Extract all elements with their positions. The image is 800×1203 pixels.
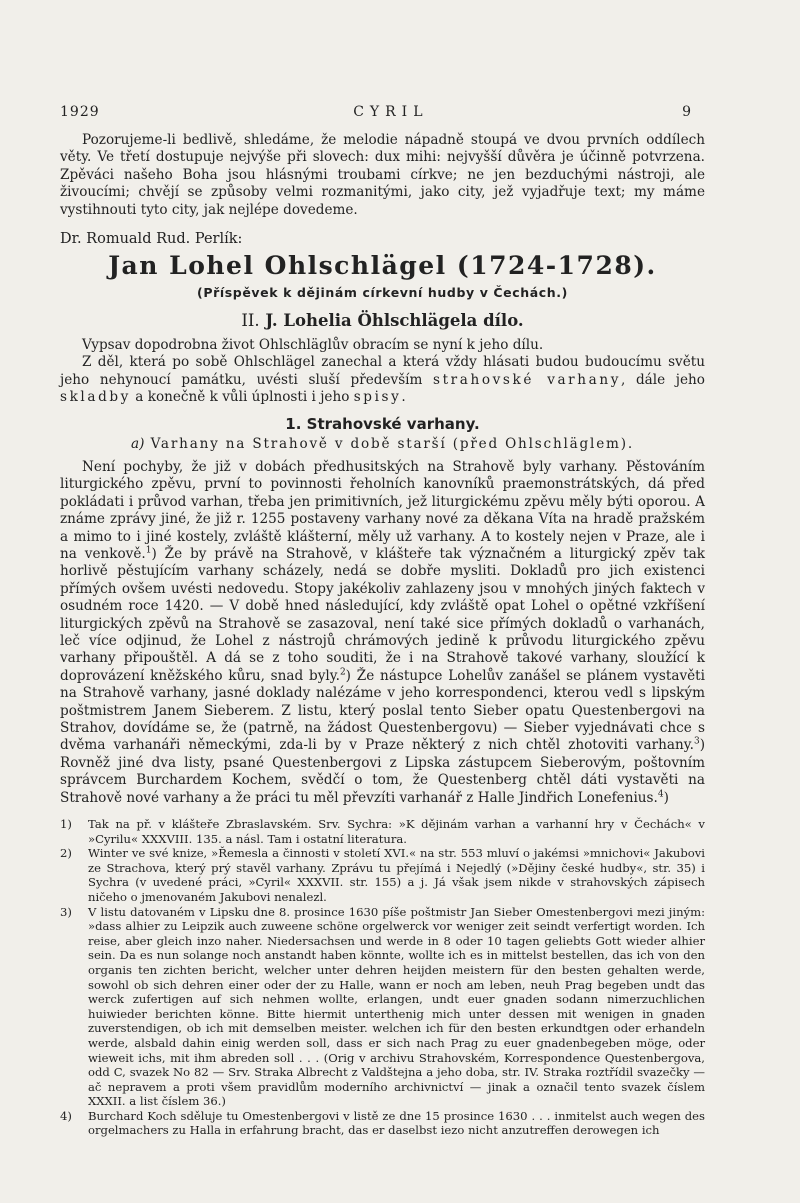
part-number: II.: [241, 310, 260, 330]
footnote: [60, 817, 705, 846]
footnote-ref[interactable]: 1: [145, 545, 152, 556]
text-run: a konečně k vůli úplnosti i jeho: [135, 389, 350, 406]
text-run: ): [699, 737, 705, 754]
footnote: [60, 846, 705, 904]
intro-paragraph: Pozorujeme-li bedlivě, shledáme, že melodie nápadně stoupá ve dvou prvních oddílech věty. Ve třetí dostupuje nejvýše při slovech: dux mihi: nejvyšší důvěra je účinně potvrzena. Zpěváci našeho Boha jsou hlásnými troubami církve; ne jen bezduchými nástroji, ale živoucími; chvějí se způsoby velmi rozmanitými, jako city, jež vyjadřuje text; my máme vystihnouti tyto city, jak nejlépe dovedeme.: [60, 132, 705, 218]
footnote: [60, 905, 705, 1109]
author-line: Dr. Romuald Rud. Perlík:: [60, 231, 243, 248]
footnote-number: 2): [60, 846, 72, 861]
text-run: ): [663, 789, 669, 806]
article-title: Jan Lohel Ohlschlägel (1724-1728).: [108, 251, 657, 281]
running-head: [60, 104, 692, 120]
emphasis-organs: strahovské varhany: [433, 371, 621, 388]
emphasis-writings: spisy: [353, 389, 402, 406]
text-run: Z děl, která po sobě Ohlschlägel zanechal a která vždy hlásati budou budoucímu světu jeho nehynoucí památku, uvésti sluší především: [60, 354, 705, 388]
paragraph-intro-work: [60, 337, 705, 354]
part-title: J. Lohelia Öhlschlägela dílo.: [265, 310, 524, 330]
article-subtitle: (Příspěvek k dějinám církevní hudby v Čechách.): [197, 285, 568, 301]
page-number: 9: [682, 104, 692, 120]
footnote-text: Winter ve své knize, »Řemesla a činnosti v století XVI.« na str. 553 mluví o jakémsi »mnichovi« Jakubovi ze Strachova, který prý stavěl varhany. Zprávu tu přejímá i Nejedlý (»Dějiny české hudby«, str. 35) i Sychra (v uvedené práci, »Cyril« XXXVII. str. 155) a j. Já však jsem nikde v strahovských zápisech ničeho o jmenovaném Jakubovi nenalezl.: [88, 846, 705, 904]
footnote-number: 1): [60, 817, 72, 831]
footnotes: [60, 817, 705, 1138]
article-body: [60, 132, 705, 1138]
footnote-text: Burchard Koch sděluje tu Omestenbergovi v listě ze dne 15 prosince 1630 . . . inmitelst auch wegen des orgelmachers zu Halla in erfahrung bracht, das er daselbst iezo nicht anzutreffen derowegen ich: [88, 1108, 705, 1138]
year: 1929: [60, 104, 100, 120]
footnote-ref[interactable]: 2: [339, 667, 346, 678]
paragraph-organs-history: [60, 459, 705, 807]
text-run: .: [401, 389, 406, 406]
footnote-text: V listu datovaném v Lipsku dne 8. prosince 1630 píše poštmistr Jan Sieber Omestenbergovi mezi jiným: »dass alhier zu Leipzik auch zuweene schöne orgelwerck vor weniger zeit seindt verfertigt worden. Ich reise, aber gleich inzo naher. Niedersachsen und werde in 8 oder 10 tagen geliebts Gott wieder alhier sein. Da es nun solange noch anstandt haben könnte, wollte ich es in mittelst bestellen, das ich von den organis ten zichten bericht, welcher unter dehren heijden meistern für den besten gehalten werde, sowohl ob sich dehren einer oder der zu Halle, wann er noch am leben, neuh Prag begeben undt das werck zufertigen auf sich nehmen wollte, erlangen, undt euer gnaden sodann nimerzuchlichen huiwieder berichten könne. Bitte hiermit unterthenig mich unter dessen mit wenigen in gnaden zuverstendigen, ob ich mit demselben meister. welchen ich für den besten erkundtgen oder erhandeln werde, alsbald dahin einig werden soll, dass er sich nach Prag zu euer gnadenbegeben möge, oder wieweit ichs, mit ihm abreden soll . . . (Orig v archivu Strahovském, Korrespondence Questenbergova, odd C, svazek No 82 — Srv. Straka Albrecht z Valdštejna a jeho doba, str. IV. Straka roztřídil svazečky — ač nepravem a proti všem pravidlům moderního archivnictví — jinak a označil tento svazek číslem XXXII. a list číslem 36.): [88, 904, 705, 1109]
section-heading: 1. Strahovské varhany.: [285, 415, 480, 434]
text-run: Že nástupce Lohelův zanášel se plánem vystavěti na Strahově varhany, jasné doklady nalézáme v jeho korrespondenci, kterou vedl s lipským poštmistrem Janem Sieberem. Z listu, který poslal tento Sieber opatu Questenbergovi na Strahov, dovídáme se, že (patrně, na žádost Questenbergovu) — Sieber vyjednávati chce s dvěma varhanáři německými, zda-li by v Praze některý z nich chtěl zhotoviti varhany.: [60, 667, 705, 754]
text-run: Rovněž jiné dva listy, psané Questenbergovi z Lipska zástupcem Sieberovým, poštovním správcem Burchardem Kochem, svědčí o tom, že Questenberg chtěl dáti vystavěti na Strahově nové varhany a že práci tu měl převzíti varhanář z Halle Jindřich Lonefenius.: [60, 754, 705, 806]
footnote-ref[interactable]: 4: [657, 789, 664, 800]
section-letter: a): [131, 436, 145, 453]
text-run: , dále jeho: [620, 371, 705, 388]
footnote-text: Tak na př. v klášteře Zbraslavském. Srv. Sychra: »K dějinám varhan a varhanní hry v Čechách« v »Cyrilu« XXXVIII. 135. a násl. Tam i ostatní literatura.: [88, 817, 705, 846]
footnote: [60, 1109, 705, 1138]
part-heading: [60, 310, 705, 332]
paragraph-works: [60, 354, 705, 406]
emphasis-compositions: skladby: [60, 389, 131, 406]
section-subtitle: Varhany na Strahově v době starší (před Ohlschläglem).: [150, 436, 634, 453]
text-run: Není pochyby, že již v dobách předhusitských na Strahově byly varhany. Pěstováním liturgického zpěvu, první to povinnosti řeholních kanovníků praemonstrátských, dá před pokládati i průvod varhan, třeba jen primitivních, jež liturgickému zpěvu měly býti oporou. A známe zprávy jiné, že již r. 1255 postaveny varhany nové za děkana Víta na hradě pražském a mimo to i jiné kostely, zvláště klášterní, měly už varhany. A to kostely nejen v Praze, ale i na venkově.: [60, 458, 705, 562]
section-subheading: [60, 436, 705, 453]
journal-title: CYRIL: [353, 104, 429, 120]
text-run: ): [345, 667, 351, 684]
text-run: Vypsav dopodrobna život Ohlschläglův obracím se nyní k jeho dílu.: [82, 336, 544, 353]
text-run: Že by právě na Strahově, v klášteře tak význačném a liturgický zpěv tak horlivě pěstujícím varhany scházely, nedá se dobře mysliti. Dokladů pro jich existenci přímých ovšem uvésti nedovedu. Stopy jakékoliv zahlazeny jsou v mnohých jiných faktech v osudném roce 1420. — V době hned následující, kdy zvláště opat Lohel o opětné vzkříšení liturgických zpěvů na Strahově se zasazoval, není také sice přímých dokladů o varhanách, leč více odjinud, že Lohel z nástrojů chrámových jedině k průvodu liturgického zpěvu varhany připouštěl. A dá se z toho souditi, že i na Strahově takové varhany, sloužící k doprovázení kněžského kůru, snad byly.: [60, 545, 705, 684]
footnote-number: 3): [60, 904, 72, 919]
footnote-number: 4): [60, 1108, 72, 1123]
text-run: ): [151, 545, 157, 562]
footnote-ref[interactable]: 3: [693, 736, 700, 747]
